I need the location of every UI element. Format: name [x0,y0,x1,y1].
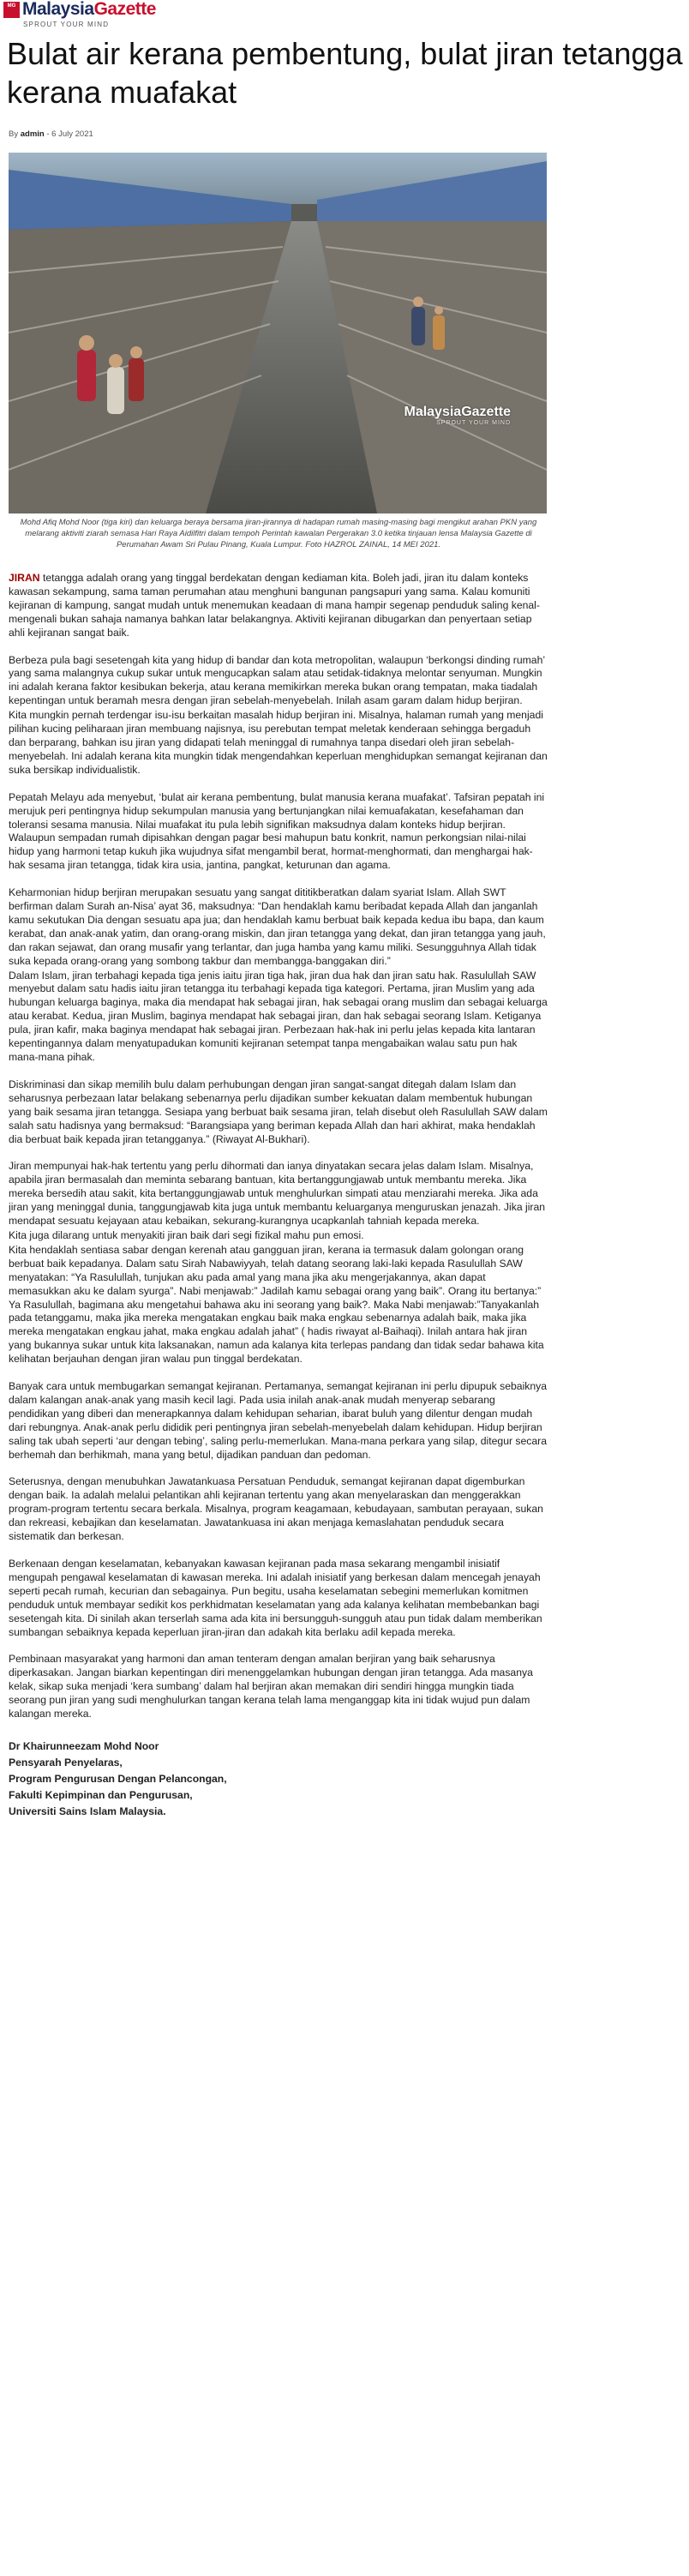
photo-illustration [9,153,547,513]
article-photo [9,153,547,513]
photo-caption: Mohd Afiq Mohd Noor (tiga kiri) dan keluarga beraya bersama jiran-jirannya di hadapan rumah masing-masing bagi mengikut arahan PKN yang melarang aktiviti ziarah semasa Hari Raya Aidilfitri dalam tempoh Perintah kawalan Pergerakan 3.0 ketika tinjauan lensa Malaysia Gazette di Perumahan Awam Sri Pulau Pinang, Kuala Lumpur. Foto HAZROL ZAINAL, 14 MEI 2021. [20,518,537,549]
signature-faculty: Fakulti Kepimpinan dan Pengurusan, [9,1788,193,1801]
watermark-tagline: SPROUT YOUR MIND [436,420,511,426]
watermark-name: MalaysiaGazette [404,405,511,419]
paragraph-13: Berkenaan dengan keselamatan, kebanyakan kawasan kejiranan pada masa sekarang mengambil inisiatif mengupah pengawal keselamatan di kawasan mereka. Ini adalah inisiatif yang berkesan dalam mencegah jenayah seperti pecah rumah, kecurian dan sebagainya. Pun begitu, usaha keselamatan sebegini memerlukan komitmen penduduk untuk membayar sedikit kos perkhidmatan keselamatan yang ada kalanya kelihatan membebankan bagi sesetengah kita. Di sinilah akan terserlah sama ada kita ini bersungguh-sungguh atau pun tidak dalam memberikan sumbangan sebaiknya kepada keperluan jiran-jiran dan adakah kita berlaku adil kepada mereka. [9,1558,542,1638]
byline [9,129,93,139]
paragraph-2: Berbeza pula bagi sesetengah kita yang hidup di bandar dan kota metropolitan, walaupun ‘berkongsi dinding rumah’ yang sama malangnya cukup sukar untuk mengucapkan salam atau setidak-tidaknya melontar senyuman. Mungkin ini adalah kerana faktor kesibukan bekerja, atau kerana memikirkan mereka bukan orang tempatan, maka tiadalah kepentingan untuk beramah mesra dengan jiran sebelah-menyebelah. Inilah asam garam dalam hidup berjiran. [9,653,545,707]
paragraph-4: Pepatah Melayu ada menyebut, ‘bulat air kerana pembentung, bulat manusia kerana muafakat’. Tafsiran pepatah ini merujuk peri pentingnya hidup sekumpulan manusia yang bertunjangkan nilai kemuafakatan, kesefahaman dan toleransi sesama manusia. Nilai muafakat itu pula lebih signifikan maksudnya dalam konteks hidup berjiran. Walaupun sempadan rumah dipisahkan dengan pagar besi mahupun batu konkrit, namun perkongsian nilai-nilai hidup yang harmoni tetap kukuh jika wujudnya sifat mengambil berat, hormat-menghormati, dan menghargai hak-hak sesama jiran tetangga, tidak kira usia, jantina, pangkat, keturunan dan agama. [9,790,545,872]
site-logo[interactable] [3,2,278,33]
paragraph-10: Kita hendaklah sentiasa sabar dengan kerenah atau gangguan jiran, kerana ia termasuk dalam golongan orang berbuat baik kepadanya. Dalam satu Sirah Nabawiyyah, telah datang seorang laki-laki kepada Rasulullah SAW menyatakan: “Ya Rasulullah, tunjukan aku pada amal yang mana jika aku mengerjakannya, akan dapat memasukkan aku ke dalam syurga”. Nabi menjawab:” Jadilah kamu sebagai orang yang baik”. Orang itu bertanya:” Ya Rasulullah, bagimana aku mengetahui bahawa aku ini seorang yang baik?. Maka Nabi menjawab:”Tanyakanlah pada tetanggamu, maka jika mereka mengatakan engkau baik maka engkau sebenarnya adalah baik, maka jika mereka mengatakan engkau jahat, maka engkau adalah jahat” ( hadis riwayat al-Baihaqi). Inilah antara hak jiran yang bukannya sukar untuk kita laksanakan, namun ada kalanya kita terlepas pandang dan tidak sedar bahawa kita kelihatan berjauhan dengan jiran walau pun tinggal berdekatan. [9,1243,544,1366]
paragraph-5: Keharmonian hidup berjiran merupakan sesuatu yang sangat dititikberatkan dalam syariat Islam. Allah SWT berfirman dalam Surah an-Nisa’ ayat 36, maksudnya: “Dan hendaklah kamu beribadat kepada Allah dan janganlah kamu sekutukan Dia dengan sesuatu apa jua; dan hendaklah kamu berbuat baik kepada kedua ibu bapa, dan kaum kerabat, dan anak-anak yatim, dan orang-orang miskin, dan jiran tetangga yang dekat, dan jiran tetangga yang jauh, dan rakan sejawat, dan orang musafir yang terlantar, dan juga hamba yang kamu miliki. Sesungguhnya Allah tidak suka kepada orang-orang yang sombong takbur dan membangga-banggakan diri.” [9,886,546,967]
logo-wordmark [22,0,156,20]
site-tagline: SPROUT YOUR MIND [23,21,110,28]
author-link[interactable]: admin [20,129,45,139]
logo-word-malaysia: Malaysia [22,0,94,19]
publish-date: 6 July 2021 [51,129,93,139]
signature-position: Pensyarah Penyelaras, [9,1756,123,1768]
logo-badge: MG [3,2,20,18]
signature-program: Program Pengurusan Dengan Pelancongan, [9,1772,227,1785]
signature-name: Dr Khairunneezam Mohd Noor [9,1739,159,1752]
lead-word: JIRAN [9,572,40,584]
paragraph-14: Pembinaan masyarakat yang harmoni dan aman tenteram dengan amalan berjiran yang baik seharusnya diperkasakan. Jangan biarkan kepentingan diri menenggelamkan hubungan dengan jiran tetangga. Ada masanya kelak, sikap suka menjadi ‘kera sumbang’ dalam hal berjiran akan memakan diri sendiri hingga mungkin tiada seorang pun jiran yang sudi menghulurkan tangan kerana telah lama menganggap kita ini tidak wujud pun dalam kalangan mereka. [9,1653,533,1720]
byline-separator: - [46,129,50,139]
byline-prefix: By [9,129,19,139]
article-title: Bulat air kerana pembentung, bulat jiran tetangga kerana muafakat [7,36,683,110]
article-body [9,572,548,1820]
paragraph-6: Dalam Islam, jiran terbahagi kepada tiga jenis iaitu jiran tiga hak, jiran dua hak dan jiran satu hak. Rasulullah SAW menyebut dalam satu hadis iaitu jiran tetangga itu terbahagi kepada tiga kategori. Pertama, jiran Muslim yang ada hubungan keluarga baginya, maka dia mendapat hak sebagai jiran, hak sebagai orang muslim dan sebagai keluarga atau kerabat. Kedua, jiran Muslim, baginya mendapat hak sebagai jiran, dan hak sebagai seorang Islam. Ketiganya pula, jiran kafir, maka baginya mendapat hak sebagai jiran. Perbezaan hak-hak ini perlu jelas kepada kita lantaran kepentingannya dalam menyatupadukan komuniti kejiranan setempat tanpa mengabaikan walau satu pun hak mana-mana pihak. [9,969,548,1063]
paragraph-3: Kita mungkin pernah terdengar isu-isu berkaitan masalah hidup berjiran ini. Misalnya, halaman rumah yang menjadi pilihan kucing peliharaan jiran membuang najisnya, isu perebutan tempat meletak kenderaan sehingga bergaduh dan berparang, bahkan isu jiran yang didapati telah meninggal di rumahnya tanpa disedari oleh jiran sebelah-menyebelah. Ini adalah kerana kita mungkin tidak mengendahkan keperluan menghidupkan semangat kejiranan dan suka bersikap individualistik. [9,709,548,776]
paragraph-12: Seterusnya, dengan menubuhkan Jawatankuasa Persatuan Penduduk, semangat kejiranan dapat digemburkan dengan baik. Ia adalah melalui pelantikan ahli kejiranan tertentu yang akan menyelaraskan dan menggerakkan program-program tertentu secara berkala. Misalnya, program keagamaan, kebudayaan, sambutan perayaan, sukan dan rekreasi, kebajikan dan keselamatan. Jawatankuasa ini akan menjaga kemaslahatan penduduk secara sistematik dan berkesan. [9,1475,543,1543]
paragraph-7: Diskriminasi dan sikap memilih bulu dalam perhubungan dengan jiran sangat-sangat ditegah dalam Islam dan seharusnya perbezaan latar belakang sebenarnya perlu dijadikan sumber kekuatan dalam membentuk hubungan yang baik sesama jiran tetangga. Sesiapa yang berbuat baik sesama jiran, telah disebut oleh Rasulullah SAW dalam salah satu hadisnya yang bermaksud: “Barangsiapa yang beriman kepada Allah dan hari akhirat, maka hendaklah dia berbuat baik kepada jiran tetangganya.” (Riwayat Al-Bukhari). [9,1078,548,1145]
paragraph-1 [9,572,548,640]
logo-word-gazette: Gazette [93,0,156,19]
signature-university: Universiti Sains Islam Malaysia. [9,1804,166,1817]
paragraph-1-text: tetangga adalah orang yang tinggal berdekatan dengan kediaman kita. Boleh jadi, jiran itu dalam konteks kawasan sekampung, sama taman perumahan atau menghuni bangunan pangsapuri yang sama. Kalau komuniti kejiranan di kampung, sangat mudah untuk menemukan keadaan di mana hampir segenap penduduk saling kenal-mengenali bukan sahaja namanya bahkan latar belakangnya. Aktiviti kejiranan dibugarkan dan penyertaan setiap ahli kejiranan sangat baik. [9,572,540,639]
paragraph-9: Kita juga dilarang untuk menyakiti jiran baik dari segi fizikal mahu pun emosi. [9,1228,364,1241]
photo-watermark [404,405,511,426]
author-signature [9,1738,548,1820]
paragraph-8: Jiran mempunyai hak-hak tertentu yang perlu dihormati dan ianya dinyatakan secara jelas dalam Islam. Misalnya, apabila jiran bermasalah dan meminta sebarang bantuan, kita bertanggungjawab untuk membantu mereka. Jika mereka bersedih atau sakit, kita bertanggungjawab untuk menghulurkan simpati atau menziarahi mereka. Jika ada jiran yang meninggal dunia, tanggungjawab kita juga untuk membantu keluarganya menguruskan jenazah. Jika jiran mendapat sesuatu kejayaan atau kebaikan, sekurang-kurangnya ucapkanlah tahniah kepada mereka. [9,1160,546,1228]
paragraph-11: Banyak cara untuk membugarkan semangat kejiranan. Pertamanya, semangat kejiranan ini perlu dipupuk sebaiknya dalam kalangan anak-anak yang masih kecil lagi. Pada usia inilah anak-anak mudah menyerap sebarang pendidikan yang diberi dan menerapkannya dalam kehidupan seharian, ibarat buluh yang dilentur dengan mudah dari rebungnya. Anak-anak perlu dididik peri pentingnya jiran sebelah-menyebelah dalam kehidupan. Hidup berjiran saling tak ubah seperti ‘aur dengan tebing’, saling perlu-memerlukan. Mana-mana perkara yang silap, ditegur secara berhemah dan berhikmah, mana yang betul, dijadikan panduan dan pedoman. [9,1380,548,1461]
